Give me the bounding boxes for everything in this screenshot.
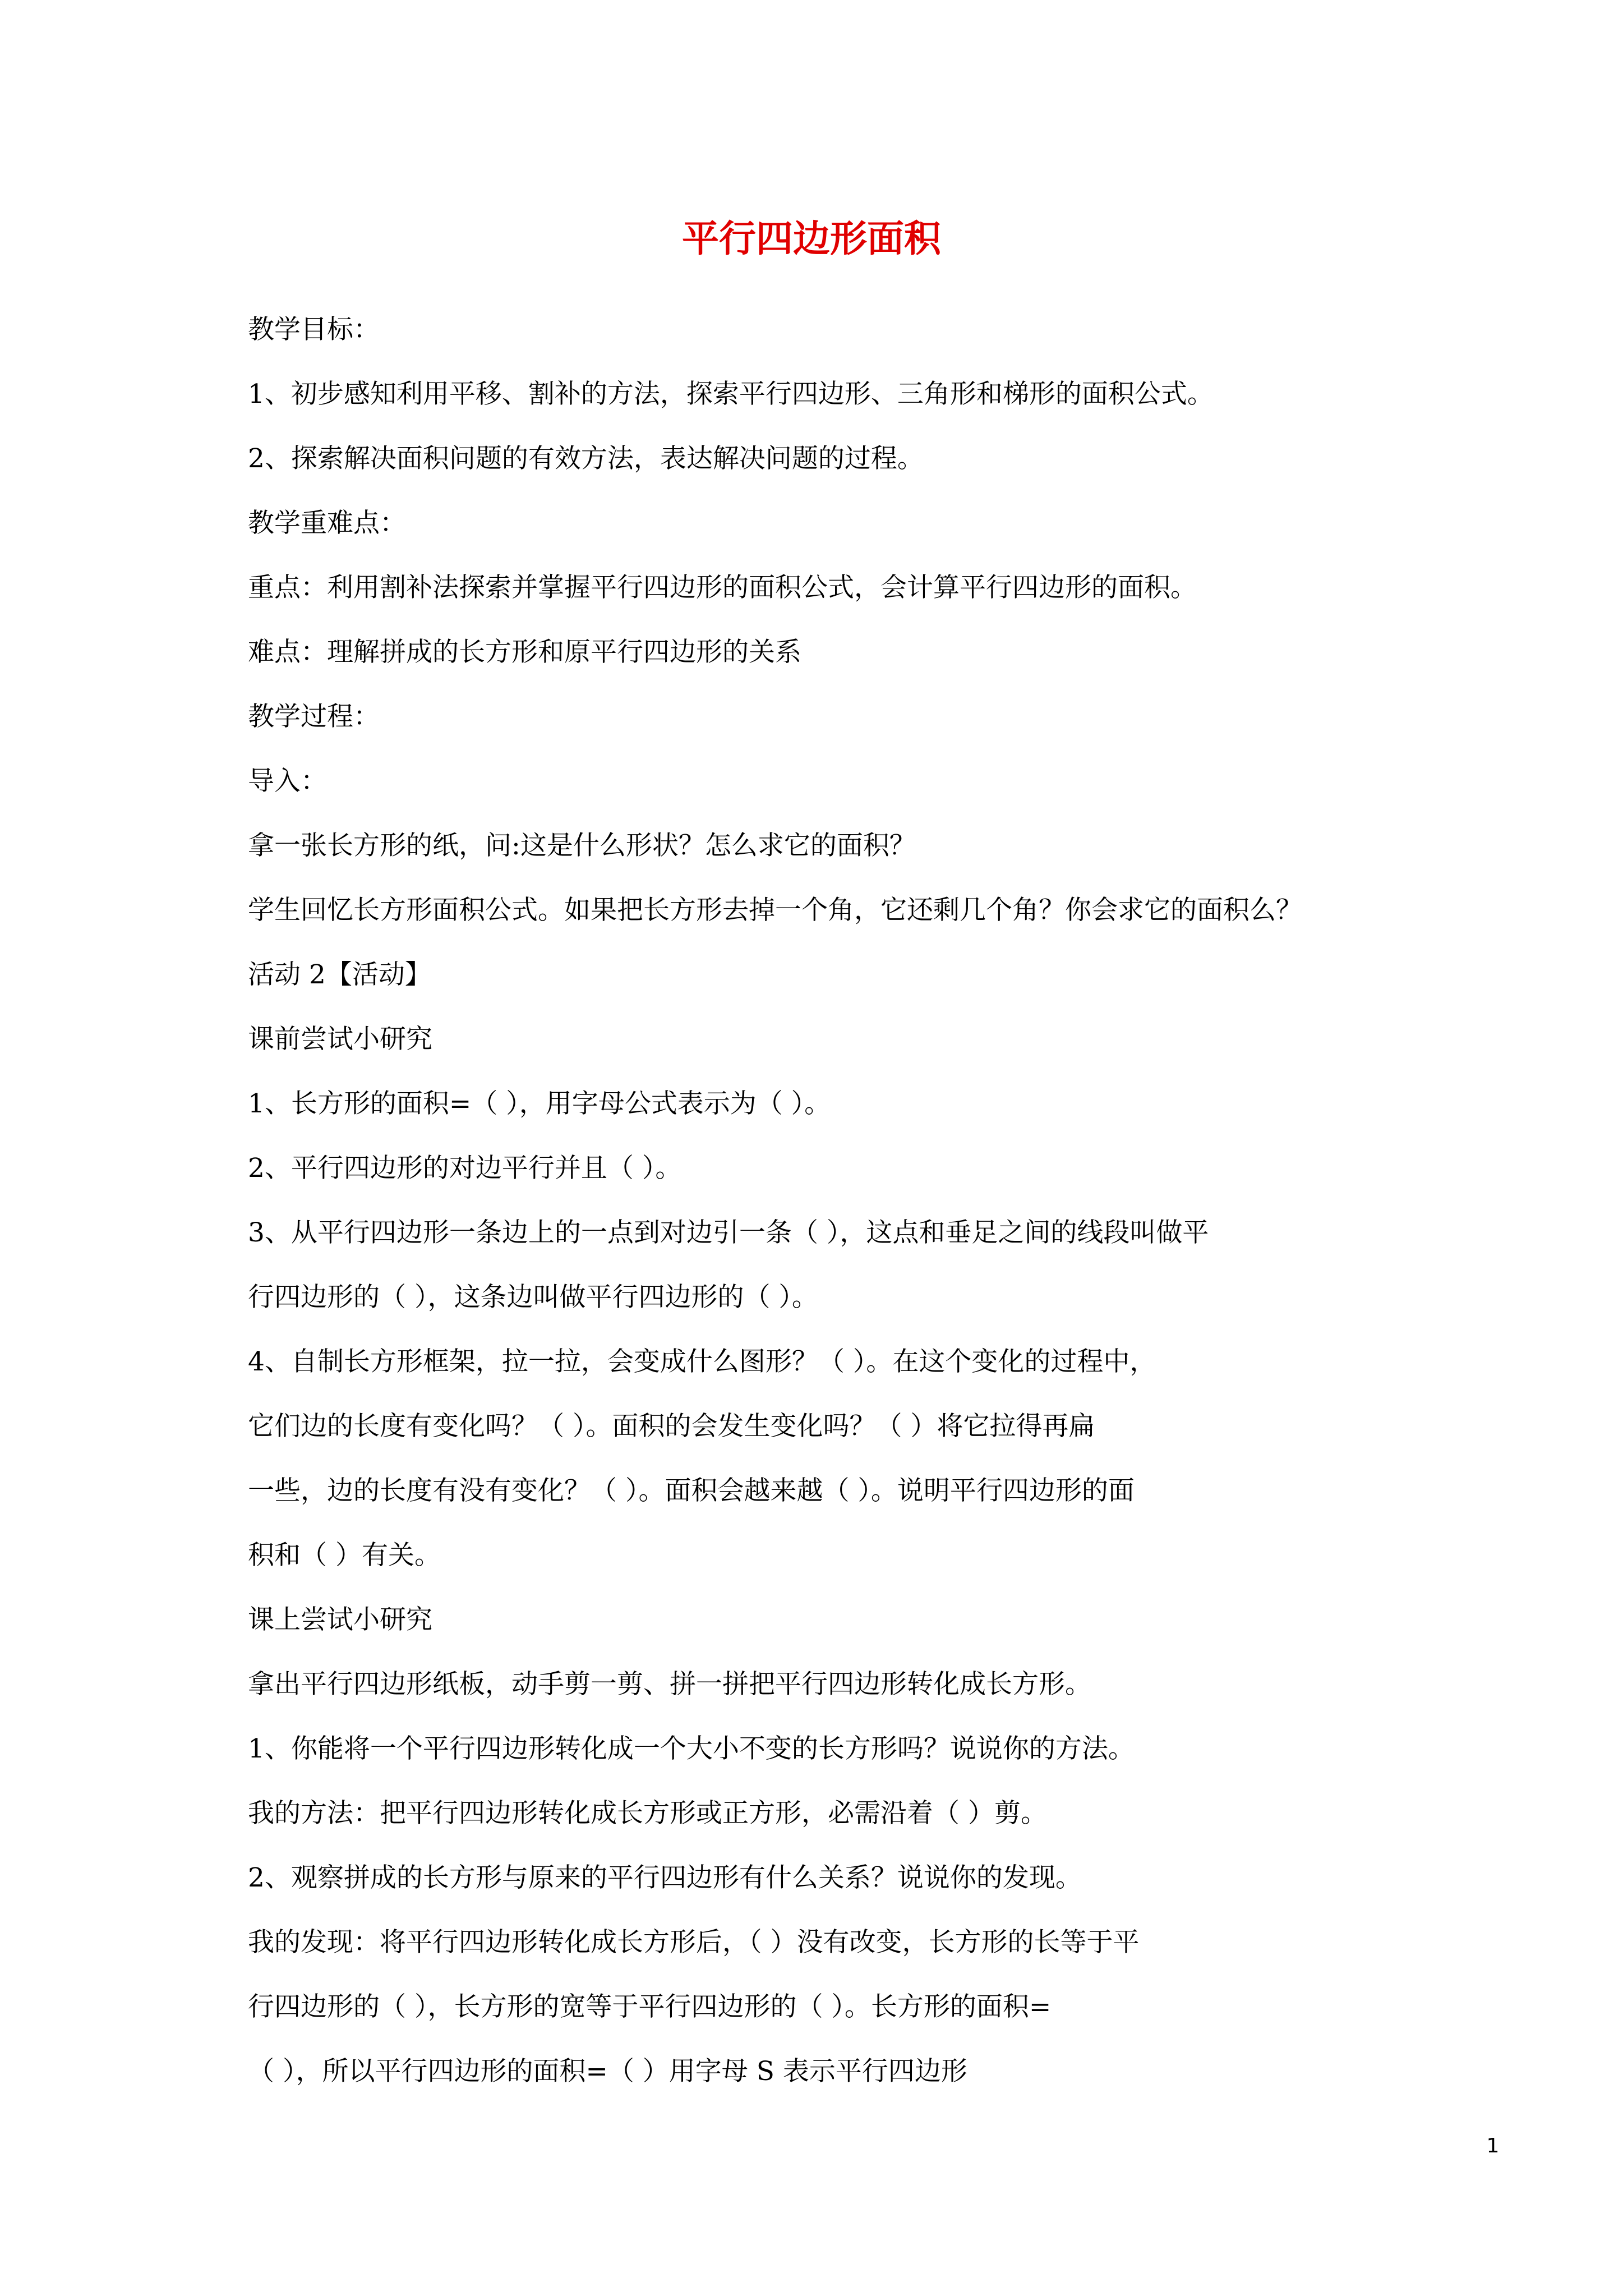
body-line: 1、初步感知利用平移、割补的方法，探索平行四边形、三角形和梯形的面积公式。 [248, 379, 1214, 409]
body-line: 行四边形的（ ），长方形的宽等于平行四边形的（ ）。长方形的面积= [248, 1991, 1052, 2022]
body-line: 行四边形的（ ），这条边叫做平行四边形的（ ）。 [248, 1282, 818, 1313]
document-body [248, 297, 1392, 2104]
body-line: 教学目标： [248, 314, 380, 345]
body-line: 学生回忆长方形面积公式。如果把长方形去掉一个角，它还剩几个角？你会求它的面积么？ [248, 895, 1302, 926]
body-line: 4、自制长方形框架，拉一拉，会变成什么图形？（ ）。在这个变化的过程中， [248, 1346, 1156, 1377]
body-line: 它们边的长度有变化吗？（ ）。面积的会发生变化吗？（ ）将它拉得再扁 [248, 1411, 1095, 1442]
body-line: 1、长方形的面积=（ ），用字母公式表示为（ ）。 [248, 1088, 831, 1119]
body-line: 2、观察拼成的长方形与原来的平行四边形有什么关系？说说你的发现。 [248, 1862, 1082, 1893]
body-line: 一些，边的长度有没有变化？（ ）。面积会越来越（ ）。说明平行四边形的面 [248, 1475, 1135, 1506]
body-line: 拿出平行四边形纸板，动手剪一剪、拼一拼把平行四边形转化成长方形。 [248, 1669, 1091, 1700]
body-line: 积和（ ）有关。 [248, 1540, 441, 1571]
body-line: 课前尝试小研究 [248, 1024, 432, 1055]
page-number: 1 [1486, 2134, 1500, 2157]
body-line: 3、从平行四边形一条边上的一点到对边引一条（ ），这点和垂足之间的线段叫做平 [248, 1217, 1209, 1248]
body-line: 1、你能将一个平行四边形转化成一个大小不变的长方形吗？说说你的方法。 [248, 1733, 1135, 1764]
body-line: （ ），所以平行四边形的面积=（ ）用字母 S 表示平行四边形 [248, 2056, 967, 2087]
body-line: 我的发现：将平行四边形转化成长方形后，（ ）没有改变，长方形的长等于平 [248, 1927, 1140, 1958]
document-title: 平行四边形面积 [682, 217, 941, 260]
body-line: 课上尝试小研究 [248, 1604, 432, 1635]
body-line: 2、探索解决面积问题的有效方法，表达解决问题的过程。 [248, 443, 924, 474]
body-line: 拿一张长方形的纸，问:这是什么形状？怎么求它的面积？ [248, 830, 916, 861]
body-line: 难点：理解拼成的长方形和原平行四边形的关系 [248, 637, 801, 668]
body-line: 活动 2【活动】 [248, 959, 431, 990]
body-line: 2、平行四边形的对边平行并且（ ）。 [248, 1153, 682, 1184]
body-line: 教学重难点： [248, 508, 406, 539]
body-line: 导入： [248, 766, 327, 797]
body-line: 教学过程： [248, 701, 380, 732]
body-line: 重点：利用割补法探索并掌握平行四边形的面积公式，会计算平行四边形的面积。 [248, 572, 1197, 603]
body-line: 我的方法：把平行四边形转化成长方形或正方形，必需沿着（ ）剪。 [248, 1798, 1047, 1829]
